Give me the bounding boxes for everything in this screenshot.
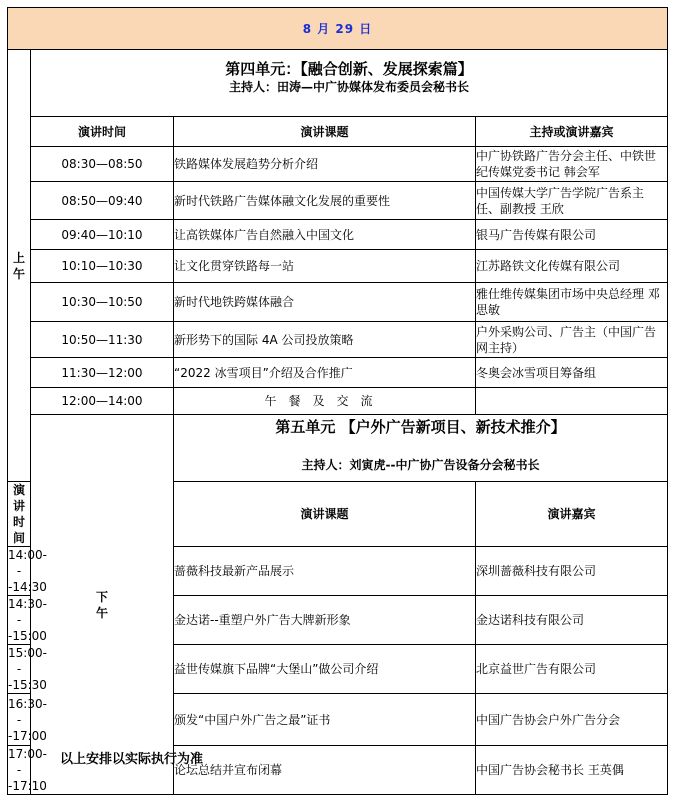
table-row — [8, 147, 668, 182]
session-speaker: 雅仕维传媒集团市场中央总经理 邓思敏 — [476, 283, 668, 322]
session-speaker: 冬奥会冰雪项目筹备组 — [476, 358, 668, 388]
session-time: 14:30---15:00 — [8, 597, 47, 643]
session-topic: 铁路媒体发展趋势分析介绍 — [174, 147, 476, 182]
morning-period-label: 上 午 — [8, 50, 31, 482]
date-header: 8 月 29 日 — [8, 8, 668, 50]
session-topic: 蔷薇科技最新产品展示 — [174, 547, 476, 596]
table-row — [8, 358, 668, 388]
table-row — [8, 283, 668, 322]
session-time: 11:30—12:00 — [31, 358, 174, 388]
morning-unit-title: 第四单元：【融合创新、发展探索篇】 — [225, 60, 473, 78]
afternoon-unit-title: 第五单元 【户外广告新项目、新技术推介】 — [275, 418, 566, 436]
session-time: 08:30—08:50 — [31, 147, 174, 182]
session-time: 10:50—11:30 — [31, 322, 174, 358]
col-header-speaker: 主持或演讲嘉宾 — [476, 117, 668, 147]
session-speaker: 金达诺科技有限公司 — [476, 596, 668, 645]
session-time: 10:30—10:50 — [31, 283, 174, 322]
afternoon-unit-row — [8, 415, 668, 482]
date-row — [8, 8, 668, 50]
table-row — [8, 322, 668, 358]
session-time: 17:00---17:10 — [8, 747, 47, 793]
afternoon-unit-cell — [174, 415, 668, 482]
session-topic: “2022 冰雪项目”介绍及合作推广 — [174, 358, 476, 388]
morning-unit-cell — [31, 50, 668, 117]
session-topic: 颁发“中国户外广告之最”证书 — [174, 694, 476, 746]
session-speaker: 银马广告传媒有限公司 — [476, 220, 668, 250]
lunch-row — [8, 388, 668, 415]
afternoon-host: 主持人：刘寅虎--中广协广告设备分会秘书长 — [301, 458, 540, 472]
session-speaker: 户外采购公司、广告主（中国广告网主持） — [476, 322, 668, 358]
session-time: 09:40—10:10 — [31, 220, 174, 250]
session-topic: 让文化贯穿铁路每一站 — [174, 250, 476, 283]
session-speaker: 中国广告协会户外广告分会 — [476, 694, 668, 746]
footer-note: 以上安排以实际执行为准 — [60, 752, 204, 767]
lunch-blank — [476, 388, 668, 415]
col-header-time: 演讲时间 — [8, 482, 31, 547]
session-time: 14:00---14:30 — [8, 548, 47, 594]
col-header-topic: 演讲课题 — [174, 117, 476, 147]
table-row — [8, 220, 668, 250]
session-speaker: 中广协铁路广告分会主任、中铁世纪传媒党委书记 韩会军 — [476, 147, 668, 182]
session-speaker: 北京益世广告有限公司 — [476, 645, 668, 694]
session-topic: 让高铁媒体广告自然融入中国文化 — [174, 220, 476, 250]
lunch-time: 12:00—14:00 — [31, 388, 174, 415]
lunch-label: 午餐及交流 — [174, 388, 476, 415]
table-row — [8, 250, 668, 283]
table-row — [8, 182, 668, 220]
session-time: 16:30---17:00 — [8, 694, 31, 746]
afternoon-period-label: 下 午 — [31, 415, 174, 795]
col-header-speaker: 演讲嘉宾 — [476, 482, 668, 547]
session-topic: 金达诺--重塑户外广告大牌新形象 — [174, 596, 476, 645]
morning-unit-row — [8, 50, 668, 117]
morning-host: 主持人：田涛—中广协媒体发布委员会秘书长 — [229, 80, 470, 94]
session-speaker: 江苏路铁文化传媒有限公司 — [476, 250, 668, 283]
col-header-topic: 演讲课题 — [174, 482, 476, 547]
session-time: 10:10—10:30 — [31, 250, 174, 283]
session-topic: 新时代地铁跨媒体融合 — [174, 283, 476, 322]
session-topic: 论坛总结并宣布闭幕 — [174, 746, 476, 795]
session-topic: 新形势下的国际 4A 公司投放策略 — [174, 322, 476, 358]
session-speaker: 中国传媒大学广告学院广告系主任、副教授 王欣 — [476, 182, 668, 220]
morning-header-row — [8, 117, 668, 147]
schedule-table — [7, 7, 668, 795]
session-speaker: 中国广告协会秘书长 王英偶 — [476, 746, 668, 795]
session-time: 15:00---15:30 — [8, 646, 47, 692]
session-time: 08:50—09:40 — [31, 182, 174, 220]
col-header-time: 演讲时间 — [31, 117, 174, 147]
session-topic: 益世传媒旗下品牌“大堡山”做公司介绍 — [174, 645, 476, 694]
session-speaker: 深圳蔷薇科技有限公司 — [476, 547, 668, 596]
session-topic: 新时代铁路广告媒体融文化发展的重要性 — [174, 182, 476, 220]
